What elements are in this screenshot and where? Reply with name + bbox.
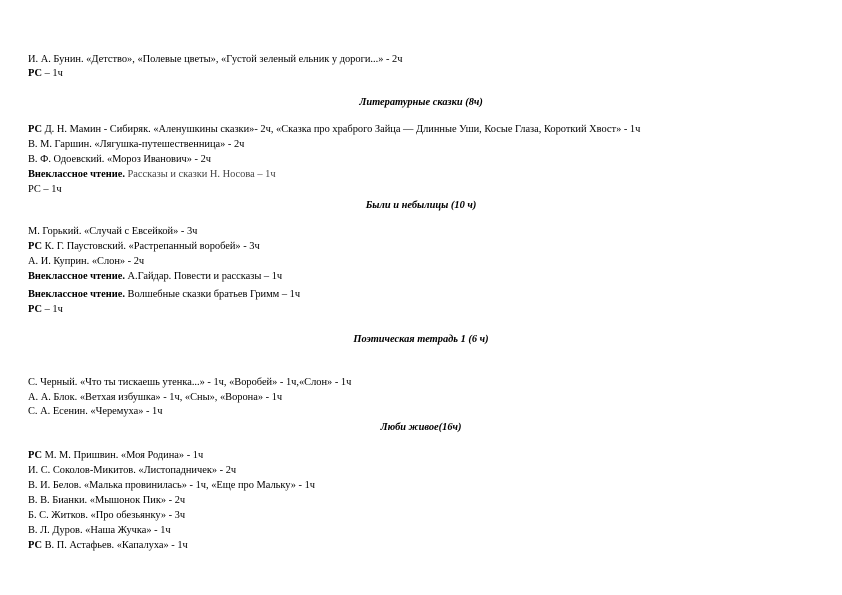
text-line <box>28 304 63 316</box>
line-text: В. П. Астафьев. «Капалуха» - 1ч <box>41 540 188 551</box>
text-line <box>28 154 211 166</box>
text-line <box>28 139 244 151</box>
line-text: Д. Н. Мамин - Сибиряк. «Аленушкины сказки»- 2ч, «Сказка про храброго Зайца — Длинные Уши, Косые Глаза, Короткий Хвост» - 1ч <box>41 124 641 135</box>
text-line <box>28 406 162 418</box>
line-prefix: РС <box>28 124 42 135</box>
line-text: В. М. Гаршин. «Лягушка-путешественница» - 2ч <box>28 139 245 150</box>
line-text: К. Г. Паустовский. «Растрепанный воробей» - 3ч <box>41 241 260 252</box>
line-prefix: Внеклассное чтение. <box>28 169 125 180</box>
text-line <box>28 289 300 301</box>
text-line <box>28 495 185 507</box>
line-text: И. С. Соколов-Микитов. «Листопадничек» - 2ч <box>28 465 237 476</box>
line-text: В. Ф. Одоевский. «Мороз Иванович» - 2ч <box>28 154 212 165</box>
line-text: М. М. Пришвин. «Моя Родина» - 1ч <box>41 450 204 461</box>
line-prefix: РС <box>28 68 42 79</box>
section-heading: Были и небылицы (10 ч) <box>365 200 477 211</box>
line-text: А. А. Блок. «Ветхая избушка» - 1ч, «Сны», «Ворона» - 1ч <box>28 392 283 403</box>
line-text: И. А. Бунин. «Детство», «Полевые цветы», «Густой зеленый ельник у дороги...» - 2ч <box>28 54 403 65</box>
line-prefix: РС <box>28 540 42 551</box>
text-line <box>28 392 282 404</box>
text-line <box>28 54 402 66</box>
line-text: В. В. Бианки. «Мышонок Пик» - 2ч <box>28 495 186 506</box>
line-text: Рассказы и сказки Н. Носова – 1ч <box>124 169 276 180</box>
line-text: В. Л. Дуров. «Наша Жучка» - 1ч <box>28 525 171 536</box>
line-text: – 1ч <box>41 304 63 315</box>
line-prefix: Внеклассное чтение. <box>28 271 125 282</box>
line-prefix: РС <box>28 241 42 252</box>
text-line <box>28 465 236 477</box>
line-text: – 1ч <box>41 68 63 79</box>
text-line <box>28 480 315 492</box>
text-line <box>28 377 351 389</box>
text-line <box>28 124 640 136</box>
text-line <box>28 184 62 196</box>
text-line <box>28 540 188 552</box>
section-heading: Люби живое(16ч) <box>380 422 462 433</box>
line-text: Волшебные сказки братьев Гримм – 1ч <box>124 289 301 300</box>
text-line <box>28 68 63 80</box>
line-prefix: РС <box>28 304 42 315</box>
line-text: А.Гайдар. Повести и рассказы – 1ч <box>124 271 283 282</box>
text-line <box>28 256 144 268</box>
line-text: С. А. Есенин. «Черемуха» - 1ч <box>28 406 163 417</box>
text-line <box>28 169 276 181</box>
line-text: Б. С. Житков. «Про обезьянку» - 3ч <box>28 510 186 521</box>
text-line <box>28 525 171 537</box>
line-text: М. Горький. «Случай с Евсейкой» - 3ч <box>28 226 198 237</box>
line-text: С. Черный. «Что ты тискаешь утенка...» - 1ч, «Воробей» - 1ч,«Слон» - 1ч <box>28 377 352 388</box>
line-text: В. И. Белов. «Малька провинилась» - 1ч, «Еще про Мальку» - 1ч <box>28 480 315 491</box>
line-prefix: Внеклассное чтение. <box>28 289 125 300</box>
section-heading: Литературные сказки (8ч) <box>359 97 483 108</box>
text-line <box>28 271 282 283</box>
section-heading: Поэтическая тетрадь 1 (6 ч) <box>353 334 489 345</box>
text-line <box>28 450 203 462</box>
line-text: РС – 1ч <box>28 184 62 195</box>
text-line <box>28 226 197 238</box>
text-line <box>28 241 260 253</box>
line-text: А. И. Куприн. «Слон» - 2ч <box>28 256 145 267</box>
line-prefix: РС <box>28 450 42 461</box>
text-line <box>28 510 185 522</box>
